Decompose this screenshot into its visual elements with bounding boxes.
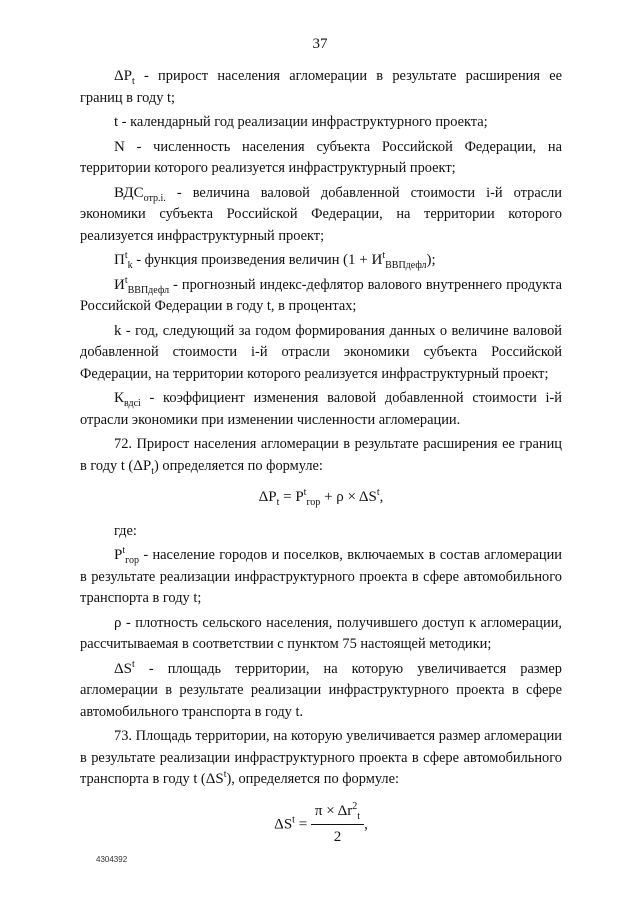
definition-vds: $ВДС_{отр.i.}$ - величина валовой добавленной стоимости i-й отрасли экономики субъекта Российской Федерации, на территории которого реализуется инфраструктурный проект; [80, 184, 562, 244]
formula-area-increase: $\Delta S^t$ = $\frac{\pi \times \Delta r^2_t}{2}$ , [80, 801, 562, 849]
fraction [311, 801, 364, 849]
paragraph-72: 72. Прирост населения агломерации в результате расширения ее границ в году t $(\Delta P_t)$ определяется по формуле: [80, 436, 562, 477]
formula-population-increase: $\Delta P_t = P^t_{гор} + \rho \times \Delta S^t$, [258, 487, 384, 508]
definition-delta-p: $\Delta P_t$ - прирост населения агломерации в результате расширения ее границ в году t; [80, 68, 562, 106]
definition-p-gor: $P^t_{гор}$ - население городов и поселков, включаемых в состав агломерации в результате реализации инфраструктурного проекта в сфере автомобильного транспорта в году t; [80, 545, 562, 606]
definition-t: t - календарный год реализации инфраструктурного проекта; [114, 114, 488, 130]
page-number: 37 [312, 36, 328, 52]
document-code: 4304392 [96, 855, 128, 864]
definition-rho: ρ - плотность сельского населения, получившего доступ к агломерации, рассчитываемая в соответствии с пунктом 75 настоящей методики; [80, 614, 562, 652]
paragraph-73: 73. Площадь территории, на которую увеличивается размер агломерации в результате реализации инфраструктурного проекта в сфере автомобильного транспорта в году t $(\Delta S^t)$, определяется по формуле: [80, 728, 562, 787]
definition-product-function: $П^t_k$ - функция произведения величин $(1 + И^t_{ВВПдефл})$; [114, 250, 436, 271]
definition-n: N - численность населения субъекта Российской Федерации, на территории которого реализуется инфраструктурный проект; [80, 138, 562, 176]
document-body [80, 66, 562, 861]
definition-k: k - год, следующий за годом формирования данных о величине валовой добавленной стоимости i-й отрасли экономики субъекта Российской Федерации, на территории которого реализуется инфраструктурный проект; [80, 322, 562, 382]
where-label: где: [114, 522, 137, 539]
definition-k-vds: $К_{вдсi}$ - коэффициент изменения валовой добавленной стоимости i-й отрасли экономики при изменении численности агломерации. [80, 390, 562, 428]
fraction-denominator: 2 [333, 829, 342, 845]
definition-deflator-index: $И^t_{ВВПдефл}$ - прогнозный индекс-дефлятор валового внутреннего продукта Российской Федерации в году t, в процентах; [80, 274, 562, 314]
fraction-numerator: $\pi \times \Delta r^2_t$ [311, 801, 364, 826]
definition-delta-s: $\Delta S^t$ - площадь территории, на которую увеличивается размер агломерации в результате реализации инфраструктурного проекта в сфере автомобильного транспорта в году t. [80, 658, 562, 720]
